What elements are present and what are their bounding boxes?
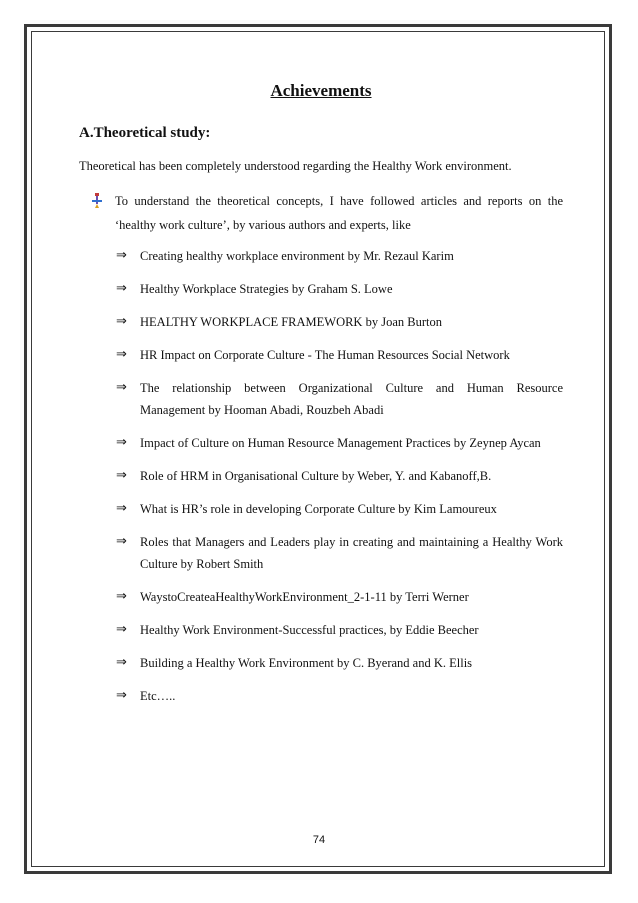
- double-arrow-icon: ⇒: [116, 688, 127, 703]
- double-arrow-icon: ⇒: [116, 501, 127, 516]
- list-item: [79, 685, 563, 707]
- list-item-text: Healthy Work Environment-Successful practices, by Eddie Beecher: [140, 623, 479, 637]
- list-item: [79, 652, 563, 674]
- list-item-text: The relationship between Organizational Culture and Human Resource Management by Hooman Abadi, Rouzbeh Abadi: [140, 381, 563, 417]
- list-item-text: HR Impact on Corporate Culture - The Human Resources Social Network: [140, 348, 510, 362]
- list-item: [79, 531, 563, 575]
- list-item: [79, 311, 563, 333]
- list-item: [79, 465, 563, 487]
- double-arrow-icon: ⇒: [116, 534, 127, 549]
- list-item-text: Building a Healthy Work Environment by C. Byerand and K. Ellis: [140, 656, 473, 670]
- list-item-text: Creating healthy workplace environment by Mr. Rezaul Karim: [140, 249, 454, 263]
- section-heading: A.Theoretical study:: [79, 125, 211, 141]
- list-item: [79, 586, 563, 608]
- page-content: [79, 78, 563, 718]
- list-item-text: Etc…..: [140, 689, 176, 703]
- reference-list: [79, 245, 563, 707]
- double-arrow-icon: ⇒: [116, 347, 127, 362]
- intro-paragraph: Theoretical has been completely understood regarding the Healthy Work environment.: [79, 159, 512, 173]
- double-arrow-icon: ⇒: [116, 622, 127, 637]
- double-arrow-icon: ⇒: [116, 281, 127, 296]
- list-item-text: HEALTHY WORKPLACE FRAMEWORK by Joan Burton: [140, 315, 442, 329]
- pushpin-bullet-icon: [89, 193, 105, 209]
- page-number: 74: [312, 834, 326, 846]
- list-item-text: Roles that Managers and Leaders play in creating and maintaining a Healthy Work Culture by Robert Smith: [140, 535, 563, 571]
- double-arrow-icon: ⇒: [116, 468, 127, 483]
- list-item: [79, 619, 563, 641]
- bullet-text: To understand the theoretical concepts, I have followed articles and reports on the ‘healthy work culture’, by various authors and experts, like: [115, 194, 563, 232]
- list-item-text: Impact of Culture on Human Resource Management Practices by Zeynep Aycan: [140, 436, 541, 450]
- list-item: [79, 377, 563, 421]
- list-item: [79, 344, 563, 366]
- list-item: [79, 498, 563, 520]
- list-item: [79, 278, 563, 300]
- list-item-text: What is HR’s role in developing Corporate Culture by Kim Lamoureux: [140, 502, 497, 516]
- list-item-text: Healthy Workplace Strategies by Graham S. Lowe: [140, 282, 393, 296]
- double-arrow-icon: ⇒: [116, 589, 127, 604]
- double-arrow-icon: ⇒: [116, 435, 127, 450]
- double-arrow-icon: ⇒: [116, 655, 127, 670]
- list-item-text: WaystoCreateaHealthyWorkEnvironment_2-1-11 by Terri Werner: [140, 590, 469, 604]
- list-item-text: Role of HRM in Organisational Culture by Weber, Y. and Kabanoff,B.: [140, 469, 492, 483]
- page-title: Achievements: [270, 81, 372, 100]
- double-arrow-icon: ⇒: [116, 248, 127, 263]
- double-arrow-icon: ⇒: [116, 380, 127, 395]
- bullet-paragraph: [79, 189, 563, 237]
- list-item: [79, 245, 563, 267]
- list-item: [79, 432, 563, 454]
- double-arrow-icon: ⇒: [116, 314, 127, 329]
